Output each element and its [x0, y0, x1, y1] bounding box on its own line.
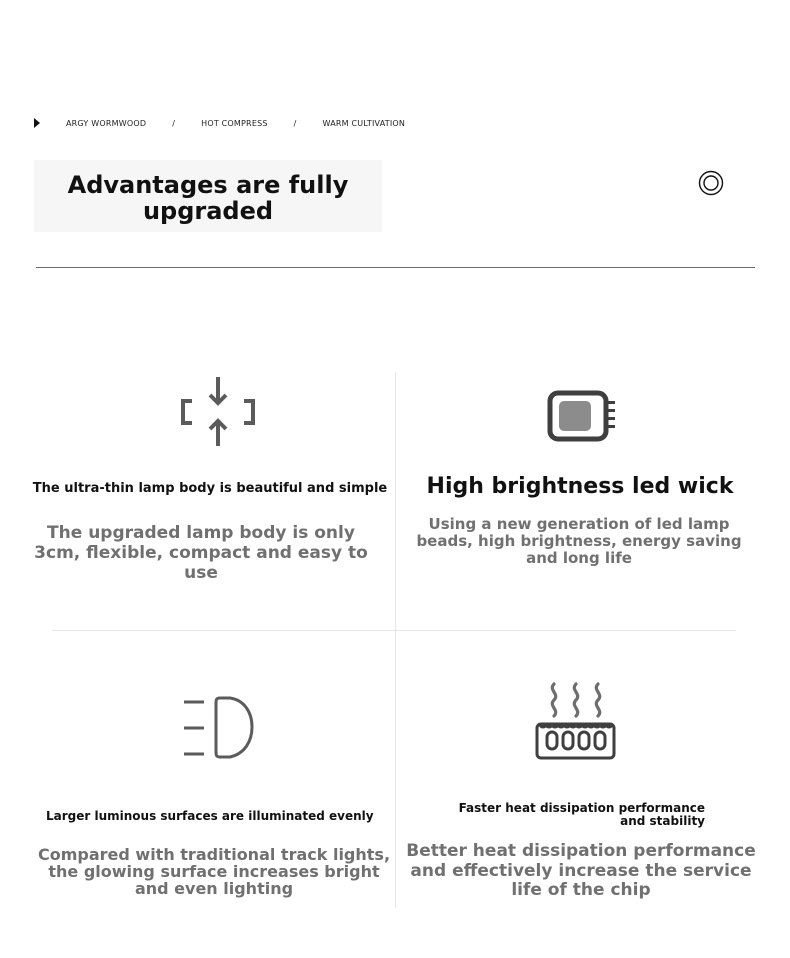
feature-description: Better heat dissipation performance and effectively increase the service life of the chip [406, 841, 756, 900]
heat-coil-icon [534, 680, 618, 762]
feature-title: The ultra-thin lamp body is beautiful and simple [32, 481, 388, 496]
divider-rule [36, 267, 755, 268]
breadcrumb [34, 116, 405, 130]
breadcrumb-separator: / [172, 118, 176, 128]
breadcrumb-item[interactable]: HOT COMPRESS [201, 118, 268, 128]
compress-arrows-icon [180, 376, 256, 448]
page-title [34, 172, 382, 224]
headlight-icon [182, 696, 256, 760]
feature-title: Larger luminous surfaces are illuminated evenly [46, 809, 374, 823]
feature-description: The upgraded lamp body is only 3cm, flexible, compact and easy to use [34, 523, 368, 583]
page-title-line-1: Advantages are fully [67, 171, 349, 199]
feature-description: Using a new generation of led lamp beads, high brightness, energy saving and long life [416, 515, 742, 567]
grid-vertical-divider [395, 372, 396, 908]
page-title-line-2: upgraded [142, 197, 274, 225]
breadcrumb-item[interactable]: ARGY WORMWOOD [66, 118, 147, 128]
concentric-circle-icon [698, 170, 724, 196]
breadcrumb-separator: / [293, 118, 297, 128]
led-chip-icon [547, 390, 617, 442]
feature-title: High brightness led wick [426, 474, 734, 499]
play-triangle-icon [34, 118, 40, 128]
feature-title: Faster heat dissipation performance and stability [458, 801, 705, 828]
breadcrumb-item[interactable]: WARM CULTIVATION [322, 118, 406, 128]
grid-horizontal-divider [52, 630, 736, 631]
feature-description: Compared with traditional track lights, the glowing surface increases bright and even lighting [37, 845, 391, 898]
